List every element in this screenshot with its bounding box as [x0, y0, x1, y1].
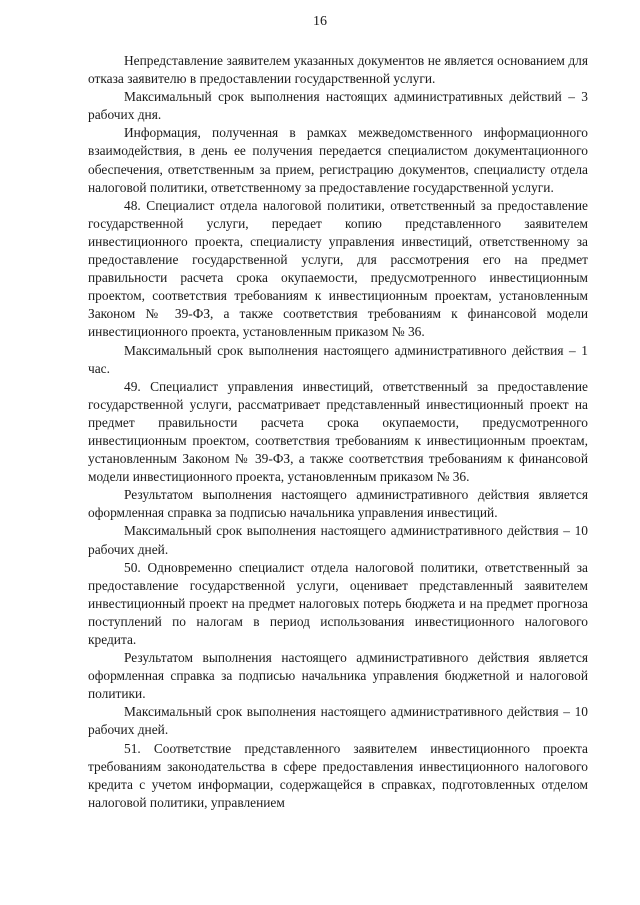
- paragraph: Максимальный срок выполнения настоящего административного действия – 10 рабочих дней.: [88, 704, 588, 738]
- paragraph: 48. Специалист отдела налоговой политики, ответственный за предоставление государственной услуги, передает копию представленного заявителем инвестиционного проекта, специалисту управления инвестиций, ответственному за предоставление государственной услуги, для рассмотрения его на предмет правильности расчета срока окупаемости, предусмотренного инвестиционным проектом, соответствия требованиям к инвестиционным проектам, установленным Законом № 39-ФЗ, а также соответствия требованиям к финансовой модели инвестиционного проекта, установленным приказом № 36.: [88, 197, 588, 340]
- paragraph: Результатом выполнения настоящего административного действия является оформленная справка за подписью начальника управления бюджетной и налоговой политики.: [88, 650, 588, 702]
- paragraph: Информация, полученная в рамках межведомственного информационного взаимодействия, в день ее получения передается специалистом документационного обеспечения, ответственным за прием, регистрацию документов, специалисту отдела налоговой политики, ответственному за предоставление государственной услуги.: [88, 125, 588, 195]
- paragraph: Непредставление заявителем указанных документов не является основанием для отказа заявителю в предоставлении государственной услуги.: [88, 53, 588, 87]
- paragraph: Максимальный срок выполнения настоящего административного действия – 1 час.: [88, 342, 588, 376]
- paragraph: 51. Соответствие представленного заявителем инвестиционного проекта требованиям законодательства в сфере предоставления инвестиционного налогового кредита с учетом информации, содержащейся в справках, подготовленных отделом налоговой политики, управлением: [88, 740, 588, 810]
- paragraph: Результатом выполнения настоящего административного действия является оформленная справка за подписью начальника управления инвестиций.: [88, 487, 588, 521]
- paragraph: Максимальный срок выполнения настоящих административных действий – 3 рабочих дня.: [88, 89, 588, 123]
- paragraph: Максимальный срок выполнения настоящего административного действия – 10 рабочих дней.: [88, 523, 588, 557]
- document-body: [88, 52, 588, 812]
- page-number: 16: [313, 14, 327, 29]
- paragraph: 50. Одновременно специалист отдела налоговой политики, ответственный за предоставление государственной услуги, оценивает представленный заявителем инвестиционный проект на предмет налоговых потерь бюджета и на предмет прогноза поступлений по налогам в период использования инвестиционного налогового кредита.: [88, 559, 588, 647]
- paragraph: 49. Специалист управления инвестиций, ответственный за предоставление государственной услуги, рассматривает представленный инвестиционный проект на предмет правильности расчета срока окупаемости, предусмотренного инвестиционным проектом, соответствия требованиям к инвестиционным проектам, установленным Законом № 39-ФЗ, а также соответствия требованиям к финансовой модели инвестиционного проекта, установленным приказом № 36.: [88, 378, 588, 485]
